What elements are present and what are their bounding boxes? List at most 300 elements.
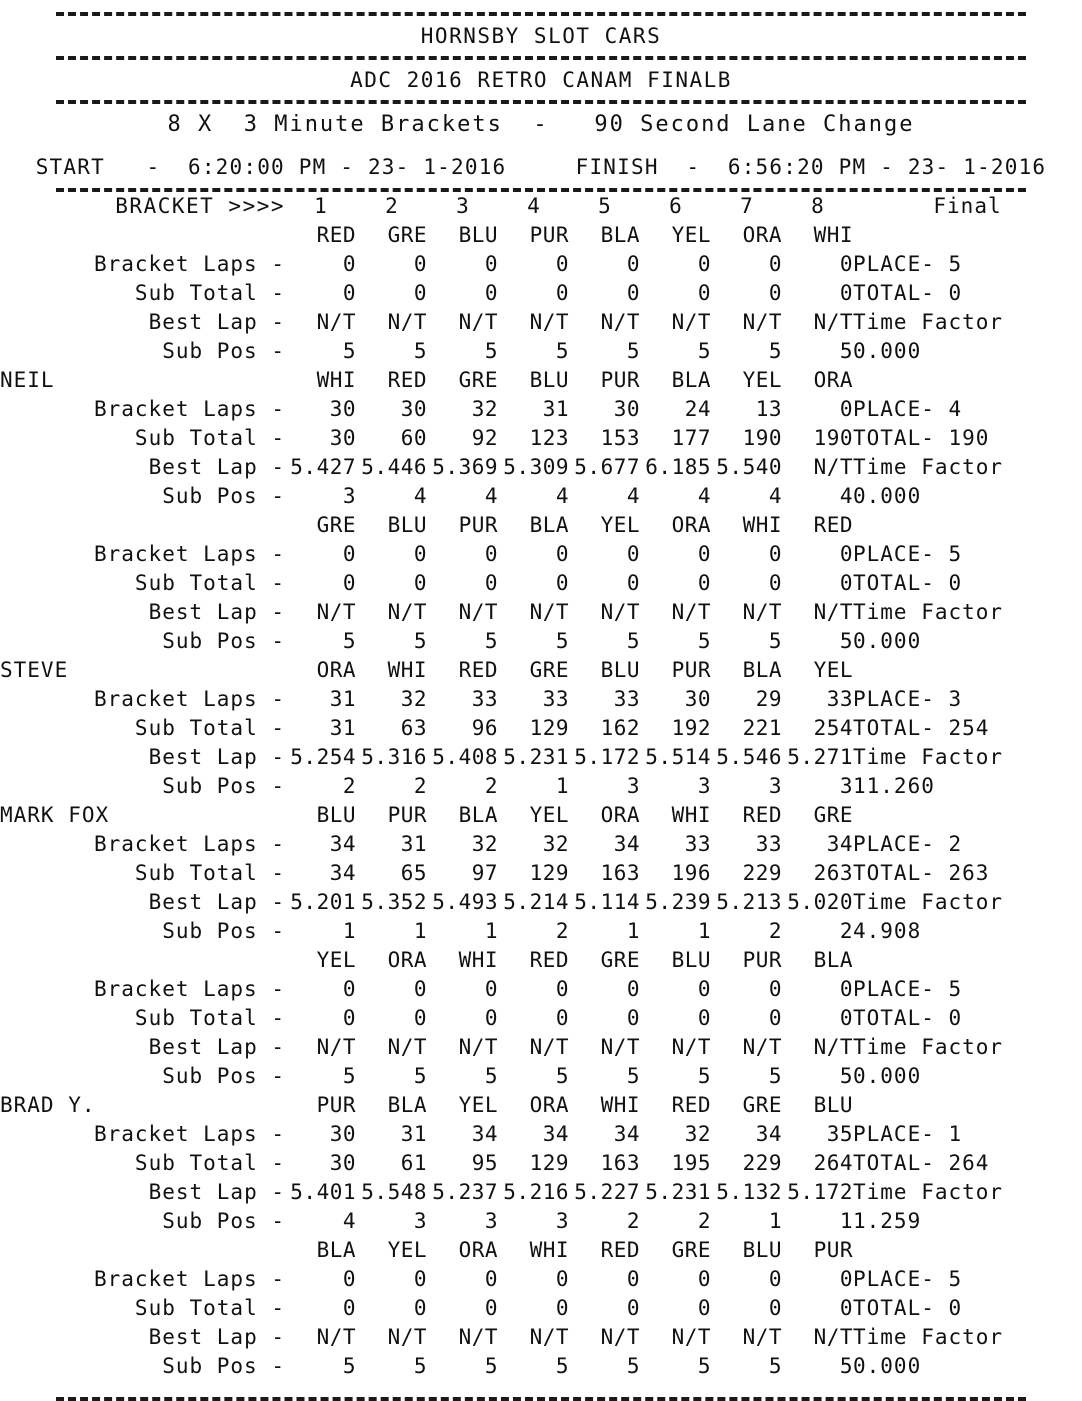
lane-color-brad-y-b5: WHI bbox=[600, 1093, 640, 1117]
sub-total-unnamed-3-b5: 0 bbox=[626, 571, 640, 595]
driver-lane-row-mark-fox bbox=[0, 801, 1082, 830]
lane-color-steve-b4: GRE bbox=[529, 658, 569, 682]
bracket-laps-unnamed-3-b8: 0 bbox=[839, 542, 853, 566]
best-lap-label-unnamed-8: Best Lap - bbox=[148, 1325, 285, 1349]
best-lap-unnamed-6-b6: N/T bbox=[671, 1035, 711, 1059]
bracket-laps-unnamed-8-b5: 0 bbox=[626, 1267, 640, 1291]
driver-lane-row-unnamed-3 bbox=[0, 511, 1082, 540]
best-lap-label-neil: Best Lap - bbox=[148, 455, 285, 479]
sub-pos-neil-b3: 4 bbox=[484, 484, 498, 508]
sub-pos-steve-b8: 3 bbox=[839, 774, 853, 798]
sub-total-unnamed-3-b1: 0 bbox=[342, 571, 356, 595]
place-value-neil: PLACE- 4 bbox=[853, 397, 963, 421]
table-row-best-lap-steve bbox=[0, 743, 1082, 772]
sub-total-mark-fox-b8: 263 bbox=[813, 861, 853, 885]
best-lap-unnamed-1-b3: N/T bbox=[458, 310, 498, 334]
table-row-best-lap-unnamed-8 bbox=[0, 1323, 1082, 1352]
place-value-unnamed-3: PLACE- 5 bbox=[853, 542, 963, 566]
sub-total-unnamed-1-b5: 0 bbox=[626, 281, 640, 305]
total-value-unnamed-6: TOTAL- 0 bbox=[853, 1006, 963, 1030]
event-title: ADC 2016 RETRO CANAM FINALB bbox=[350, 68, 732, 92]
table-row-bracket-laps-unnamed-8 bbox=[0, 1265, 1082, 1294]
sub-pos-mark-fox-b5: 1 bbox=[626, 919, 640, 943]
sub-total-label-neil: Sub Total - bbox=[134, 426, 285, 450]
sub-pos-unnamed-1-b5: 5 bbox=[626, 339, 640, 363]
lane-color-unnamed-3-b4: BLA bbox=[529, 513, 569, 537]
sub-pos-neil-b8: 4 bbox=[839, 484, 853, 508]
driver-name-unnamed-3 bbox=[0, 511, 285, 540]
table-row-sub-total-unnamed-8 bbox=[0, 1294, 1082, 1323]
sub-pos-unnamed-8-b7: 5 bbox=[768, 1354, 782, 1378]
bracket-laps-brad-y-b6: 32 bbox=[684, 1122, 711, 1146]
sub-pos-unnamed-6-b3: 5 bbox=[484, 1064, 498, 1088]
table-row-sub-total-unnamed-3 bbox=[0, 569, 1082, 598]
final-blank-brad-y bbox=[853, 1091, 1082, 1120]
best-lap-mark-fox-b3: 5.493 bbox=[432, 890, 498, 914]
lane-color-unnamed-3-b1: GRE bbox=[316, 513, 356, 537]
bracket-laps-unnamed-8-b8: 0 bbox=[839, 1267, 853, 1291]
sub-pos-brad-y-b1: 4 bbox=[342, 1209, 356, 1233]
driver-lane-row-brad-y bbox=[0, 1091, 1082, 1120]
sub-total-neil-b3: 92 bbox=[471, 426, 498, 450]
divider-under-times bbox=[56, 188, 1026, 192]
sub-total-unnamed-8-b5: 0 bbox=[626, 1296, 640, 1320]
sub-total-brad-y-b7: 229 bbox=[742, 1151, 782, 1175]
best-lap-label-unnamed-3: Best Lap - bbox=[148, 600, 285, 624]
divider-under-event bbox=[56, 100, 1026, 104]
time-factor-label-unnamed-8: Time Factor bbox=[853, 1325, 1004, 1349]
lane-color-unnamed-6-b8: BLA bbox=[813, 948, 853, 972]
sub-pos-unnamed-3-b6: 5 bbox=[697, 629, 711, 653]
sub-total-brad-y-b5: 163 bbox=[600, 1151, 640, 1175]
lane-color-unnamed-8-b2: YEL bbox=[387, 1238, 427, 1262]
bracket-header-label: BRACKET >>>> bbox=[115, 194, 285, 218]
best-lap-unnamed-6-b8: N/T bbox=[813, 1035, 853, 1059]
sub-pos-unnamed-8-b5: 5 bbox=[626, 1354, 640, 1378]
lane-color-unnamed-6-b4: RED bbox=[529, 948, 569, 972]
bracket-laps-neil-b8: 0 bbox=[839, 397, 853, 421]
best-lap-brad-y-b5: 5.227 bbox=[574, 1180, 640, 1204]
bracket-laps-brad-y-b2: 31 bbox=[400, 1122, 427, 1146]
best-lap-unnamed-8-b3: N/T bbox=[458, 1325, 498, 1349]
bracket-laps-unnamed-3-b3: 0 bbox=[484, 542, 498, 566]
sub-total-steve-b1: 31 bbox=[329, 716, 356, 740]
lane-color-steve-b5: BLU bbox=[600, 658, 640, 682]
sub-pos-unnamed-1-b7: 5 bbox=[768, 339, 782, 363]
table-row-bracket-laps-brad-y bbox=[0, 1120, 1082, 1149]
best-lap-unnamed-3-b8: N/T bbox=[813, 600, 853, 624]
best-lap-unnamed-8-b2: N/T bbox=[387, 1325, 427, 1349]
sub-total-unnamed-6-b8: 0 bbox=[839, 1006, 853, 1030]
table-row-bracket-laps-unnamed-3 bbox=[0, 540, 1082, 569]
sub-pos-label-unnamed-3: Sub Pos - bbox=[162, 629, 285, 653]
lane-color-unnamed-1-b8: WHI bbox=[813, 223, 853, 247]
best-lap-brad-y-b2: 5.548 bbox=[361, 1180, 427, 1204]
bracket-laps-unnamed-8-b4: 0 bbox=[555, 1267, 569, 1291]
bracket-number-2: 2 bbox=[385, 194, 398, 218]
sub-pos-unnamed-8-b3: 5 bbox=[484, 1354, 498, 1378]
best-lap-brad-y-b3: 5.237 bbox=[432, 1180, 498, 1204]
bracket-laps-mark-fox-b7: 33 bbox=[755, 832, 782, 856]
sub-total-unnamed-6-b2: 0 bbox=[413, 1006, 427, 1030]
sub-pos-brad-y-b3: 3 bbox=[484, 1209, 498, 1233]
best-lap-mark-fox-b5: 5.114 bbox=[574, 890, 640, 914]
bracket-number-1: 1 bbox=[314, 194, 327, 218]
sub-total-steve-b8: 254 bbox=[813, 716, 853, 740]
bracket-laps-unnamed-3-b1: 0 bbox=[342, 542, 356, 566]
lane-color-unnamed-3-b2: BLU bbox=[387, 513, 427, 537]
best-lap-mark-fox-b1: 5.201 bbox=[290, 890, 356, 914]
sub-total-unnamed-6-b3: 0 bbox=[484, 1006, 498, 1030]
sub-pos-unnamed-3-b2: 5 bbox=[413, 629, 427, 653]
sub-pos-unnamed-6-b1: 5 bbox=[342, 1064, 356, 1088]
total-value-steve: TOTAL- 254 bbox=[853, 716, 990, 740]
sub-pos-mark-fox-b6: 1 bbox=[697, 919, 711, 943]
driver-lane-row-unnamed-1 bbox=[0, 221, 1082, 250]
lane-color-mark-fox-b1: BLU bbox=[316, 803, 356, 827]
best-lap-label-steve: Best Lap - bbox=[148, 745, 285, 769]
sub-pos-unnamed-3-b1: 5 bbox=[342, 629, 356, 653]
best-lap-unnamed-1-b8: N/T bbox=[813, 310, 853, 334]
table-row-sub-pos-neil bbox=[0, 482, 1082, 511]
table-row-bracket-laps-steve bbox=[0, 685, 1082, 714]
sub-pos-brad-y-b6: 2 bbox=[697, 1209, 711, 1233]
bracket-laps-unnamed-3-b2: 0 bbox=[413, 542, 427, 566]
bracket-laps-neil-b3: 32 bbox=[471, 397, 498, 421]
lane-color-unnamed-8-b4: WHI bbox=[529, 1238, 569, 1262]
time-factor-value-unnamed-8: 0.000 bbox=[853, 1354, 922, 1378]
lane-color-brad-y-b3: YEL bbox=[458, 1093, 498, 1117]
best-lap-label-brad-y: Best Lap - bbox=[148, 1180, 285, 1204]
sub-pos-unnamed-8-b8: 5 bbox=[839, 1354, 853, 1378]
final-blank-neil bbox=[853, 366, 1082, 395]
driver-name-unnamed-1 bbox=[0, 221, 285, 250]
table-row-best-lap-unnamed-1 bbox=[0, 308, 1082, 337]
total-value-neil: TOTAL- 190 bbox=[853, 426, 990, 450]
final-blank-unnamed-3 bbox=[853, 511, 1082, 540]
driver-name-unnamed-6 bbox=[0, 946, 285, 975]
best-lap-brad-y-b4: 5.216 bbox=[503, 1180, 569, 1204]
sub-pos-steve-b4: 1 bbox=[555, 774, 569, 798]
sub-total-neil-b2: 60 bbox=[400, 426, 427, 450]
sub-total-steve-b3: 96 bbox=[471, 716, 498, 740]
best-lap-unnamed-3-b6: N/T bbox=[671, 600, 711, 624]
lane-color-steve-b1: ORA bbox=[316, 658, 356, 682]
time-factor-label-unnamed-3: Time Factor bbox=[853, 600, 1004, 624]
best-lap-steve-b6: 5.514 bbox=[645, 745, 711, 769]
bracket-laps-mark-fox-b6: 33 bbox=[684, 832, 711, 856]
table-row-bracket-laps-neil bbox=[0, 395, 1082, 424]
lane-color-unnamed-6-b6: BLU bbox=[671, 948, 711, 972]
lane-color-mark-fox-b8: GRE bbox=[813, 803, 853, 827]
sub-total-unnamed-3-b7: 0 bbox=[768, 571, 782, 595]
bracket-laps-unnamed-3-b7: 0 bbox=[768, 542, 782, 566]
best-lap-unnamed-8-b1: N/T bbox=[316, 1325, 356, 1349]
time-factor-label-neil: Time Factor bbox=[853, 455, 1004, 479]
sub-pos-brad-y-b7: 1 bbox=[768, 1209, 782, 1233]
sub-pos-unnamed-1-b8: 5 bbox=[839, 339, 853, 363]
best-lap-steve-b1: 5.254 bbox=[290, 745, 356, 769]
sub-pos-unnamed-6-b7: 5 bbox=[768, 1064, 782, 1088]
bracket-laps-neil-b7: 13 bbox=[755, 397, 782, 421]
best-lap-label-unnamed-1: Best Lap - bbox=[148, 310, 285, 334]
best-lap-mark-fox-b2: 5.352 bbox=[361, 890, 427, 914]
sub-pos-unnamed-6-b2: 5 bbox=[413, 1064, 427, 1088]
final-blank-unnamed-6 bbox=[853, 946, 1082, 975]
sub-pos-neil-b1: 3 bbox=[342, 484, 356, 508]
sub-pos-unnamed-8-b1: 5 bbox=[342, 1354, 356, 1378]
best-lap-steve-b7: 5.546 bbox=[716, 745, 782, 769]
best-lap-unnamed-8-b7: N/T bbox=[742, 1325, 782, 1349]
total-value-unnamed-1: TOTAL- 0 bbox=[853, 281, 963, 305]
lane-color-unnamed-8-b8: PUR bbox=[813, 1238, 853, 1262]
sub-pos-unnamed-8-b6: 5 bbox=[697, 1354, 711, 1378]
sub-total-unnamed-6-b6: 0 bbox=[697, 1006, 711, 1030]
lane-color-neil-b3: GRE bbox=[458, 368, 498, 392]
bracket-laps-mark-fox-b5: 34 bbox=[613, 832, 640, 856]
best-lap-unnamed-6-b4: N/T bbox=[529, 1035, 569, 1059]
table-row-best-lap-mark-fox bbox=[0, 888, 1082, 917]
best-lap-unnamed-6-b3: N/T bbox=[458, 1035, 498, 1059]
sub-total-mark-fox-b2: 65 bbox=[400, 861, 427, 885]
start-finish-times: START - 6:20:00 PM - 23- 1-2016 FINISH - 6:56:20 PM - 23- 1-2016 bbox=[35, 155, 1047, 179]
best-lap-unnamed-8-b6: N/T bbox=[671, 1325, 711, 1349]
bracket-laps-neil-b5: 30 bbox=[613, 397, 640, 421]
sub-total-unnamed-3-b2: 0 bbox=[413, 571, 427, 595]
lane-color-unnamed-1-b2: GRE bbox=[387, 223, 427, 247]
lane-color-unnamed-3-b8: RED bbox=[813, 513, 853, 537]
bracket-laps-label-mark-fox: Bracket Laps - bbox=[93, 832, 285, 856]
lane-color-unnamed-8-b1: BLA bbox=[316, 1238, 356, 1262]
sub-total-label-mark-fox: Sub Total - bbox=[134, 861, 285, 885]
sub-pos-brad-y-b4: 3 bbox=[555, 1209, 569, 1233]
sub-total-steve-b6: 192 bbox=[671, 716, 711, 740]
final-blank-unnamed-8 bbox=[853, 1236, 1082, 1265]
best-lap-neil-b1: 5.427 bbox=[290, 455, 356, 479]
bracket-laps-label-brad-y: Bracket Laps - bbox=[93, 1122, 285, 1146]
bracket-laps-mark-fox-b3: 32 bbox=[471, 832, 498, 856]
best-lap-brad-y-b6: 5.231 bbox=[645, 1180, 711, 1204]
sub-pos-mark-fox-b2: 1 bbox=[413, 919, 427, 943]
best-lap-unnamed-1-b1: N/T bbox=[316, 310, 356, 334]
table-row-sub-total-mark-fox bbox=[0, 859, 1082, 888]
divider-bottom bbox=[56, 1397, 1026, 1401]
time-factor-value-neil: 0.000 bbox=[853, 484, 922, 508]
place-value-unnamed-1: PLACE- 5 bbox=[853, 252, 963, 276]
best-lap-unnamed-1-b7: N/T bbox=[742, 310, 782, 334]
lane-color-mark-fox-b4: YEL bbox=[529, 803, 569, 827]
bracket-laps-mark-fox-b2: 31 bbox=[400, 832, 427, 856]
lane-color-brad-y-b6: RED bbox=[671, 1093, 711, 1117]
place-value-brad-y: PLACE- 1 bbox=[853, 1122, 963, 1146]
sub-total-unnamed-8-b8: 0 bbox=[839, 1296, 853, 1320]
best-lap-steve-b3: 5.408 bbox=[432, 745, 498, 769]
table-row-sub-pos-unnamed-3 bbox=[0, 627, 1082, 656]
sub-pos-neil-b5: 4 bbox=[626, 484, 640, 508]
lane-color-unnamed-1-b6: YEL bbox=[671, 223, 711, 247]
table-row-sub-total-unnamed-1 bbox=[0, 279, 1082, 308]
results-grid bbox=[0, 192, 1082, 1381]
sub-total-unnamed-8-b1: 0 bbox=[342, 1296, 356, 1320]
sub-total-unnamed-1-b8: 0 bbox=[839, 281, 853, 305]
total-value-brad-y: TOTAL- 264 bbox=[853, 1151, 990, 1175]
bracket-laps-unnamed-3-b4: 0 bbox=[555, 542, 569, 566]
best-lap-unnamed-8-b5: N/T bbox=[600, 1325, 640, 1349]
table-row-sub-pos-unnamed-8 bbox=[0, 1352, 1082, 1381]
sub-pos-label-unnamed-1: Sub Pos - bbox=[162, 339, 285, 363]
sub-pos-unnamed-3-b4: 5 bbox=[555, 629, 569, 653]
sub-total-steve-b5: 162 bbox=[600, 716, 640, 740]
sub-total-mark-fox-b3: 97 bbox=[471, 861, 498, 885]
lane-color-brad-y-b7: GRE bbox=[742, 1093, 782, 1117]
lane-color-unnamed-8-b6: GRE bbox=[671, 1238, 711, 1262]
sub-total-unnamed-8-b2: 0 bbox=[413, 1296, 427, 1320]
lane-color-unnamed-3-b3: PUR bbox=[458, 513, 498, 537]
bracket-laps-unnamed-1-b1: 0 bbox=[342, 252, 356, 276]
lane-color-neil-b8: ORA bbox=[813, 368, 853, 392]
sub-total-neil-b4: 123 bbox=[529, 426, 569, 450]
sub-total-steve-b7: 221 bbox=[742, 716, 782, 740]
best-lap-unnamed-3-b3: N/T bbox=[458, 600, 498, 624]
best-lap-unnamed-3-b4: N/T bbox=[529, 600, 569, 624]
bracket-laps-unnamed-1-b3: 0 bbox=[484, 252, 498, 276]
time-factor-value-mark-fox: 4.908 bbox=[853, 919, 922, 943]
best-lap-unnamed-1-b2: N/T bbox=[387, 310, 427, 334]
sub-total-mark-fox-b4: 129 bbox=[529, 861, 569, 885]
lane-color-unnamed-6-b2: ORA bbox=[387, 948, 427, 972]
total-value-unnamed-8: TOTAL- 0 bbox=[853, 1296, 963, 1320]
sub-total-unnamed-3-b4: 0 bbox=[555, 571, 569, 595]
bracket-laps-unnamed-6-b2: 0 bbox=[413, 977, 427, 1001]
best-lap-brad-y-b8: 5.172 bbox=[787, 1180, 853, 1204]
sub-pos-unnamed-6-b8: 5 bbox=[839, 1064, 853, 1088]
sub-total-label-unnamed-6: Sub Total - bbox=[134, 1006, 285, 1030]
sub-total-unnamed-6-b4: 0 bbox=[555, 1006, 569, 1030]
table-row-best-lap-unnamed-3 bbox=[0, 598, 1082, 627]
table-row-sub-pos-unnamed-6 bbox=[0, 1062, 1082, 1091]
lane-color-unnamed-8-b3: ORA bbox=[458, 1238, 498, 1262]
race-format: 8 X 3 Minute Brackets - 90 Second Lane Change bbox=[167, 112, 915, 137]
sub-total-label-unnamed-1: Sub Total - bbox=[134, 281, 285, 305]
best-lap-unnamed-1-b5: N/T bbox=[600, 310, 640, 334]
best-lap-unnamed-3-b7: N/T bbox=[742, 600, 782, 624]
sub-pos-steve-b5: 3 bbox=[626, 774, 640, 798]
sub-total-mark-fox-b7: 229 bbox=[742, 861, 782, 885]
driver-name-mark-fox: MARK FOX bbox=[0, 803, 110, 827]
time-factor-label-unnamed-1: Time Factor bbox=[853, 310, 1004, 334]
bracket-laps-mark-fox-b8: 34 bbox=[826, 832, 853, 856]
best-lap-neil-b2: 5.446 bbox=[361, 455, 427, 479]
sub-total-unnamed-1-b4: 0 bbox=[555, 281, 569, 305]
time-factor-value-unnamed-1: 0.000 bbox=[853, 339, 922, 363]
lane-color-steve-b8: YEL bbox=[813, 658, 853, 682]
sub-pos-unnamed-3-b3: 5 bbox=[484, 629, 498, 653]
sub-total-unnamed-6-b1: 0 bbox=[342, 1006, 356, 1030]
best-lap-unnamed-6-b7: N/T bbox=[742, 1035, 782, 1059]
bracket-laps-brad-y-b5: 34 bbox=[613, 1122, 640, 1146]
bracket-laps-unnamed-6-b1: 0 bbox=[342, 977, 356, 1001]
bracket-laps-neil-b1: 30 bbox=[329, 397, 356, 421]
best-lap-steve-b4: 5.231 bbox=[503, 745, 569, 769]
table-row-bracket-laps-mark-fox bbox=[0, 830, 1082, 859]
sub-total-neil-b8: 190 bbox=[813, 426, 853, 450]
driver-name-neil: NEIL bbox=[0, 368, 55, 392]
bracket-number-4: 4 bbox=[527, 194, 540, 218]
sub-pos-label-steve: Sub Pos - bbox=[162, 774, 285, 798]
sub-total-mark-fox-b6: 196 bbox=[671, 861, 711, 885]
sub-total-brad-y-b1: 30 bbox=[329, 1151, 356, 1175]
bracket-laps-steve-b1: 31 bbox=[329, 687, 356, 711]
divider-under-venue bbox=[56, 56, 1026, 60]
bracket-number-6: 6 bbox=[669, 194, 682, 218]
best-lap-steve-b2: 5.316 bbox=[361, 745, 427, 769]
bracket-laps-unnamed-6-b6: 0 bbox=[697, 977, 711, 1001]
sub-pos-mark-fox-b8: 2 bbox=[839, 919, 853, 943]
best-lap-mark-fox-b6: 5.239 bbox=[645, 890, 711, 914]
lane-color-neil-b5: PUR bbox=[600, 368, 640, 392]
best-lap-unnamed-3-b1: N/T bbox=[316, 600, 356, 624]
bracket-laps-brad-y-b4: 34 bbox=[542, 1122, 569, 1146]
sub-total-unnamed-1-b1: 0 bbox=[342, 281, 356, 305]
best-lap-neil-b5: 5.677 bbox=[574, 455, 640, 479]
sub-total-label-steve: Sub Total - bbox=[134, 716, 285, 740]
lane-color-mark-fox-b7: RED bbox=[742, 803, 782, 827]
bracket-laps-steve-b4: 33 bbox=[542, 687, 569, 711]
sub-pos-label-mark-fox: Sub Pos - bbox=[162, 919, 285, 943]
driver-lane-row-neil bbox=[0, 366, 1082, 395]
final-column-header: Final bbox=[933, 194, 1002, 218]
sub-pos-steve-b2: 2 bbox=[413, 774, 427, 798]
sub-pos-unnamed-1-b4: 5 bbox=[555, 339, 569, 363]
sub-pos-unnamed-1-b6: 5 bbox=[697, 339, 711, 363]
sub-pos-unnamed-3-b5: 5 bbox=[626, 629, 640, 653]
lane-color-unnamed-1-b3: BLU bbox=[458, 223, 498, 247]
best-lap-unnamed-6-b1: N/T bbox=[316, 1035, 356, 1059]
best-lap-unnamed-3-b2: N/T bbox=[387, 600, 427, 624]
best-lap-neil-b6: 6.185 bbox=[645, 455, 711, 479]
bracket-laps-unnamed-6-b8: 0 bbox=[839, 977, 853, 1001]
bracket-laps-label-unnamed-8: Bracket Laps - bbox=[93, 1267, 285, 1291]
bracket-laps-unnamed-1-b5: 0 bbox=[626, 252, 640, 276]
sub-total-unnamed-1-b7: 0 bbox=[768, 281, 782, 305]
sub-pos-label-neil: Sub Pos - bbox=[162, 484, 285, 508]
sub-total-unnamed-6-b7: 0 bbox=[768, 1006, 782, 1030]
lane-color-neil-b1: WHI bbox=[316, 368, 356, 392]
lane-color-unnamed-1-b5: BLA bbox=[600, 223, 640, 247]
total-value-unnamed-3: TOTAL- 0 bbox=[853, 571, 963, 595]
lane-color-unnamed-6-b7: PUR bbox=[742, 948, 782, 972]
sub-total-brad-y-b4: 129 bbox=[529, 1151, 569, 1175]
best-lap-neil-b3: 5.369 bbox=[432, 455, 498, 479]
lane-color-mark-fox-b5: ORA bbox=[600, 803, 640, 827]
sub-pos-steve-b1: 2 bbox=[342, 774, 356, 798]
lane-color-unnamed-3-b7: WHI bbox=[742, 513, 782, 537]
sub-total-neil-b6: 177 bbox=[671, 426, 711, 450]
lane-color-unnamed-1-b1: RED bbox=[316, 223, 356, 247]
best-lap-mark-fox-b8: 5.020 bbox=[787, 890, 853, 914]
table-row-sub-total-steve bbox=[0, 714, 1082, 743]
table-row-sub-total-unnamed-6 bbox=[0, 1004, 1082, 1033]
best-lap-brad-y-b1: 5.401 bbox=[290, 1180, 356, 1204]
table-row-bracket-laps-unnamed-1 bbox=[0, 250, 1082, 279]
bracket-number-7: 7 bbox=[740, 194, 753, 218]
bracket-laps-unnamed-6-b3: 0 bbox=[484, 977, 498, 1001]
best-lap-mark-fox-b4: 5.214 bbox=[503, 890, 569, 914]
lane-color-mark-fox-b3: BLA bbox=[458, 803, 498, 827]
sub-total-brad-y-b6: 195 bbox=[671, 1151, 711, 1175]
bracket-laps-unnamed-1-b2: 0 bbox=[413, 252, 427, 276]
sub-pos-unnamed-3-b8: 5 bbox=[839, 629, 853, 653]
